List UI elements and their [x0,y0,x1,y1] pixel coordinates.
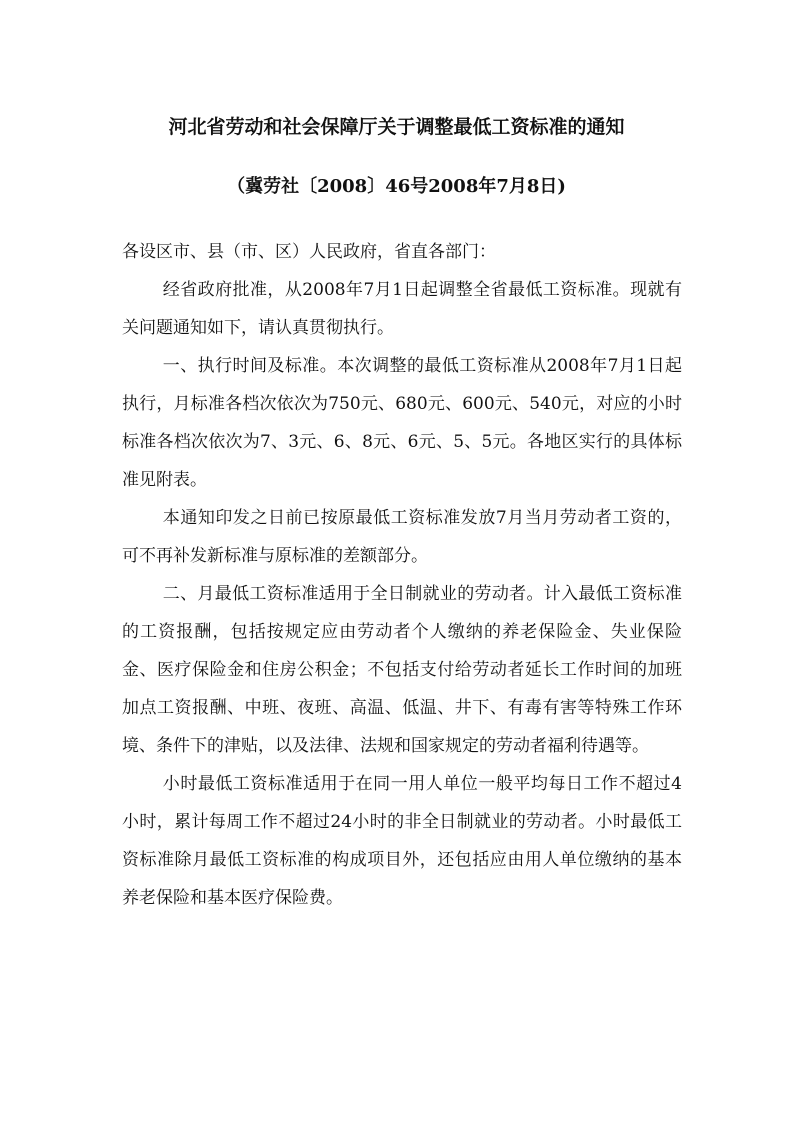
paragraph-back-pay: 本通知印发之日前已按原最低工资标准发放7月当月劳动者工资的，可不再补发新标准与原标准的差额部分。 [122,508,682,566]
document-title: 河北省劳动和社会保障厅关于调整最低工资标准的通知 [168,116,625,138]
paragraph-hourly-standard: 小时最低工资标准适用于在同一用人单位一般平均每日工作不超过4小时，累计每周工作不超过24小时的非全日制就业的劳动者。小时最低工资标准除月最低工资标准的构成项目外，还包括应由用人单位缴纳的基本养老保险和基本医疗保险费。 [122,774,682,908]
document-subtitle: （冀劳社〔2008〕46号2008年7月8日) [227,176,566,197]
paragraph-approval: 经省政府批准，从2008年7月1日起调整全省最低工资标准。现就有关问题通知如下，请认真贯彻执行。 [122,280,682,338]
paragraph-section-two: 二、月最低工资标准适用于全日制就业的劳动者。计入最低工资标准的工资报酬，包括按规定应由劳动者个人缴纳的养老保险金、失业保险金、医疗保险金和住房公积金；不包括支付给劳动者延长工作时间的加班加点工资报酬、中班、夜班、高温、低温、井下、有毒有害等特殊工作环境、条件下的津贴，以及法律、法规和国家规定的劳动者福利待遇等。 [122,584,682,756]
salutation: 各设区市、县（市、区）人民政府，省直各部门： [122,242,496,262]
paragraph-section-one: 一、执行时间及标准。本次调整的最低工资标准从2008年7月1日起执行，月标准各档次依次为750元、680元、600元、540元，对应的小时标准各档次依次为7、3元、6、8元、6元、5、5元。各地区实行的具体标准见附表。 [122,356,682,490]
document-body [122,233,682,917]
